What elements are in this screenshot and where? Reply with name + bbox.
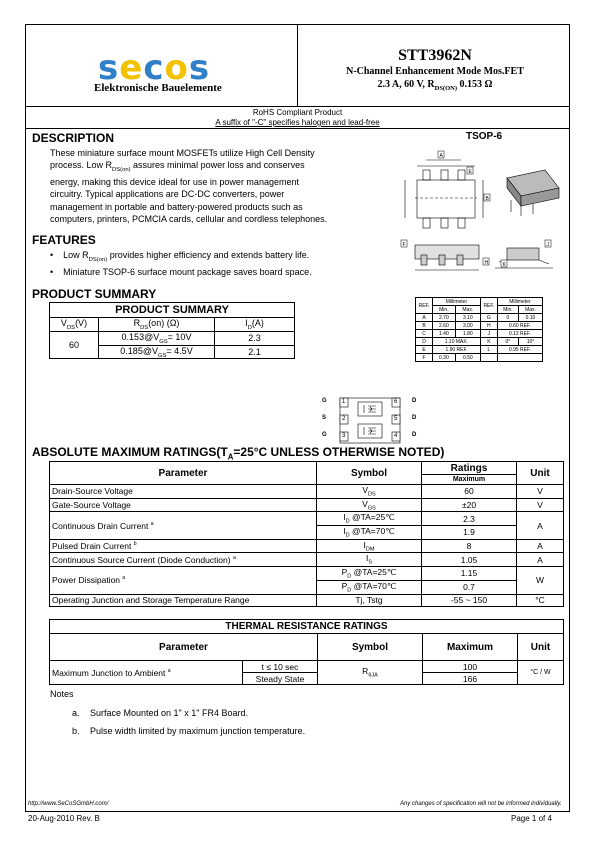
table-row: Steady State 166 [50, 673, 564, 685]
logo-subtitle: Elektronische Bauelemente [94, 82, 222, 94]
part-spec: 2.3 A, 60 V, $R_{DS(ON)}$ 0.153 Ω [377, 79, 493, 92]
footer-date: 20-Aug-2010 Rev. B [28, 814, 100, 823]
pin-number: 5 [394, 416, 398, 422]
table-row: $P_D$ @TA=70℃ 0.7 [50, 580, 564, 594]
features-list [50, 249, 380, 278]
pinout-diagram [320, 394, 420, 447]
table-row: $I_D$ @TA=70℃ 1.9 [50, 526, 564, 540]
table-row: Continuous Source Current (Diode Conduction) $^a$ $I_S$ 1.05 A [50, 553, 564, 567]
page-number: Page 1 of 4 [511, 814, 552, 823]
package-title: TSOP-6 [466, 131, 503, 142]
feature-item: • Miniature TSOP-6 surface mount package saves board space. [50, 267, 312, 277]
notes-title: Notes [50, 689, 74, 699]
table-row: D 1.10 MAX. K 0° 10° [416, 338, 543, 346]
table-row: B 2.60 3.00 H 0.60 REF. [416, 322, 543, 330]
dim-label-a: A [439, 153, 443, 159]
footer-disclaimer: Any changes of specification will not be informed individually. [400, 801, 562, 807]
table-row: Continuous Drain Current $^a$ $I_D$ @TA=25℃ 2.3 A [50, 512, 564, 526]
table-row: Drain-Source Voltage $V_{DS}$ 60 V [50, 485, 564, 499]
table-row: E 1.90 REF. L 0.95 REF. [416, 346, 543, 354]
note-b: Pulse width limited by maximum junction temperature. [90, 726, 306, 736]
note-a-label: a. [72, 708, 80, 718]
pin-label: G [322, 398, 327, 404]
abs-max-table: Parameter Symbol Ratings Unit Maximum Drain-Source Voltage $V_{DS}$ 60 V Gate-Source Voltage $V_{GS}$ ±20 V Continuous Drain Current $^a$ $I_D$ @TA=25℃ 2.3 A $I_D$ @TA=70℃ 1.9 Pulsed Drain Current $^b$ $I_{DM}$ 8 A Continuous Source Current (Diode Conduction) $^a$ $I_S$ 1.05 A Power Dissipation $^a$ $P_D$ @TA=25℃ 1.15 W $P_D$ @TA=70℃ 0.7 Operating Junction and Storage Temperature Range Tj, Tstg -55 ~ 150 °C [49, 461, 564, 607]
table-row: Maximum Junction to Ambient $^a$ t ≤ 10 sec $R_{\theta JA}$ 100 °C / W [50, 661, 564, 673]
pin-label: G [322, 432, 327, 438]
header-divider [25, 106, 570, 107]
pin-label: D [412, 398, 417, 404]
dim-label-k: K [502, 262, 506, 268]
company-logo: secos [98, 48, 211, 88]
description-text: These miniature surface mount MOSFETs utilize High Cell Density process. Low $R_{DS(on)}$ assures minimal power loss and conserves energy, making this device ideal for use in power management circuitry. Typical applications are DC-DC converters, power management in portable and battery-powered products such as computers, printers, PCMCIA cards, cellular and cordless telephones. [50, 148, 328, 224]
pin-number: 2 [342, 416, 346, 422]
note-a: Surface Mounted on 1" x 1" FR4 Board. [90, 708, 248, 718]
footer-url[interactable]: http://www.SeCoSGmbH.com/ [28, 801, 109, 807]
part-number: STT3962N [398, 47, 472, 64]
table-row: C 1.40 1.80 J 0.12 REF. [416, 330, 543, 338]
dim-label-h: H [484, 260, 489, 266]
dim-label-j: J [546, 242, 549, 248]
pin-number: 4 [394, 433, 398, 439]
product-summary-heading: PRODUCT SUMMARY [32, 287, 157, 301]
feature-item: • Low $R_{DS(on)}$ provides higher efficiency and extends battery life. [50, 250, 310, 263]
note-b-label: b. [72, 726, 80, 736]
abs-max-heading: ABSOLUTE MAXIMUM $RATINGS(T_A=25^\circ C$ UNLESS OTHERWISE NOTED) [32, 445, 445, 462]
description-heading: DESCRIPTION [32, 131, 115, 145]
dim-label-f: F [402, 242, 406, 248]
table-row: Operating Junction and Storage Temperature Range Tj, Tstg -55 ~ 150 °C [50, 594, 564, 606]
table-row: A 2.70 3.10 G 0 0.10 [416, 314, 543, 322]
table-row: Gate-Source Voltage $V_{GS}$ ±20 V [50, 498, 564, 512]
table-row: F 0.30 0.50 [416, 354, 543, 362]
package-drawing [395, 150, 567, 275]
pin-label: D [412, 432, 417, 438]
pin-label: D [412, 415, 417, 421]
table-row: Power Dissipation $^a$ $P_D$ @TA=25℃ 1.15 W [50, 567, 564, 581]
table-row: Pulsed Drain Current $^b$ $I_{DM}$ 8 A [50, 539, 564, 553]
thermal-table: THERMAL RESISTANCE RATINGS Parameter Symbol Maximum Unit Maximum Junction to Ambient $^a$ t ≤ 10 sec $R_{\theta JA}$ 100 °C / W Steady State 166 [49, 619, 564, 685]
pin-label: S [322, 415, 327, 421]
dim-label-e: E [468, 169, 472, 175]
suffix-note: A suffix of "-C" specifies halogen and lead-free [215, 118, 380, 127]
rohs-note: RoHS Compliant Product [252, 108, 343, 117]
product-summary-table: PRODUCT SUMMARY $V_{DS}(V)$ $R_{DS}(on)$ (Ω) $I_D(A)$ 60 $0.153@V_{GS}= 10V$ 2.3 $0.185@V_{GS}= 4.5V$ 2.1 [49, 302, 295, 359]
pin-number: 1 [342, 399, 346, 405]
dimension-table: REF. Millimeter REF. Millimeter Min. Max. Min. Max. A 2.70 3.10 G 0 0.10 B 2.60 3.00 H 0.60 REF. C 1.40 1.80 J 0.12 REF. D 1.10 MAX. K 0° 10° E 1.90 REF. L 0.95 REF. F 0.30 0.50 [415, 297, 543, 362]
dim-label-b: B [485, 196, 489, 202]
pin-number: 6 [394, 399, 398, 405]
features-heading: FEATURES [32, 233, 96, 247]
pin-number: 3 [342, 433, 346, 439]
part-description: N-Channel Enhancement Mode Mos.FET [346, 66, 524, 77]
rohs-divider [25, 128, 570, 129]
header-vertical-divider [297, 24, 298, 106]
